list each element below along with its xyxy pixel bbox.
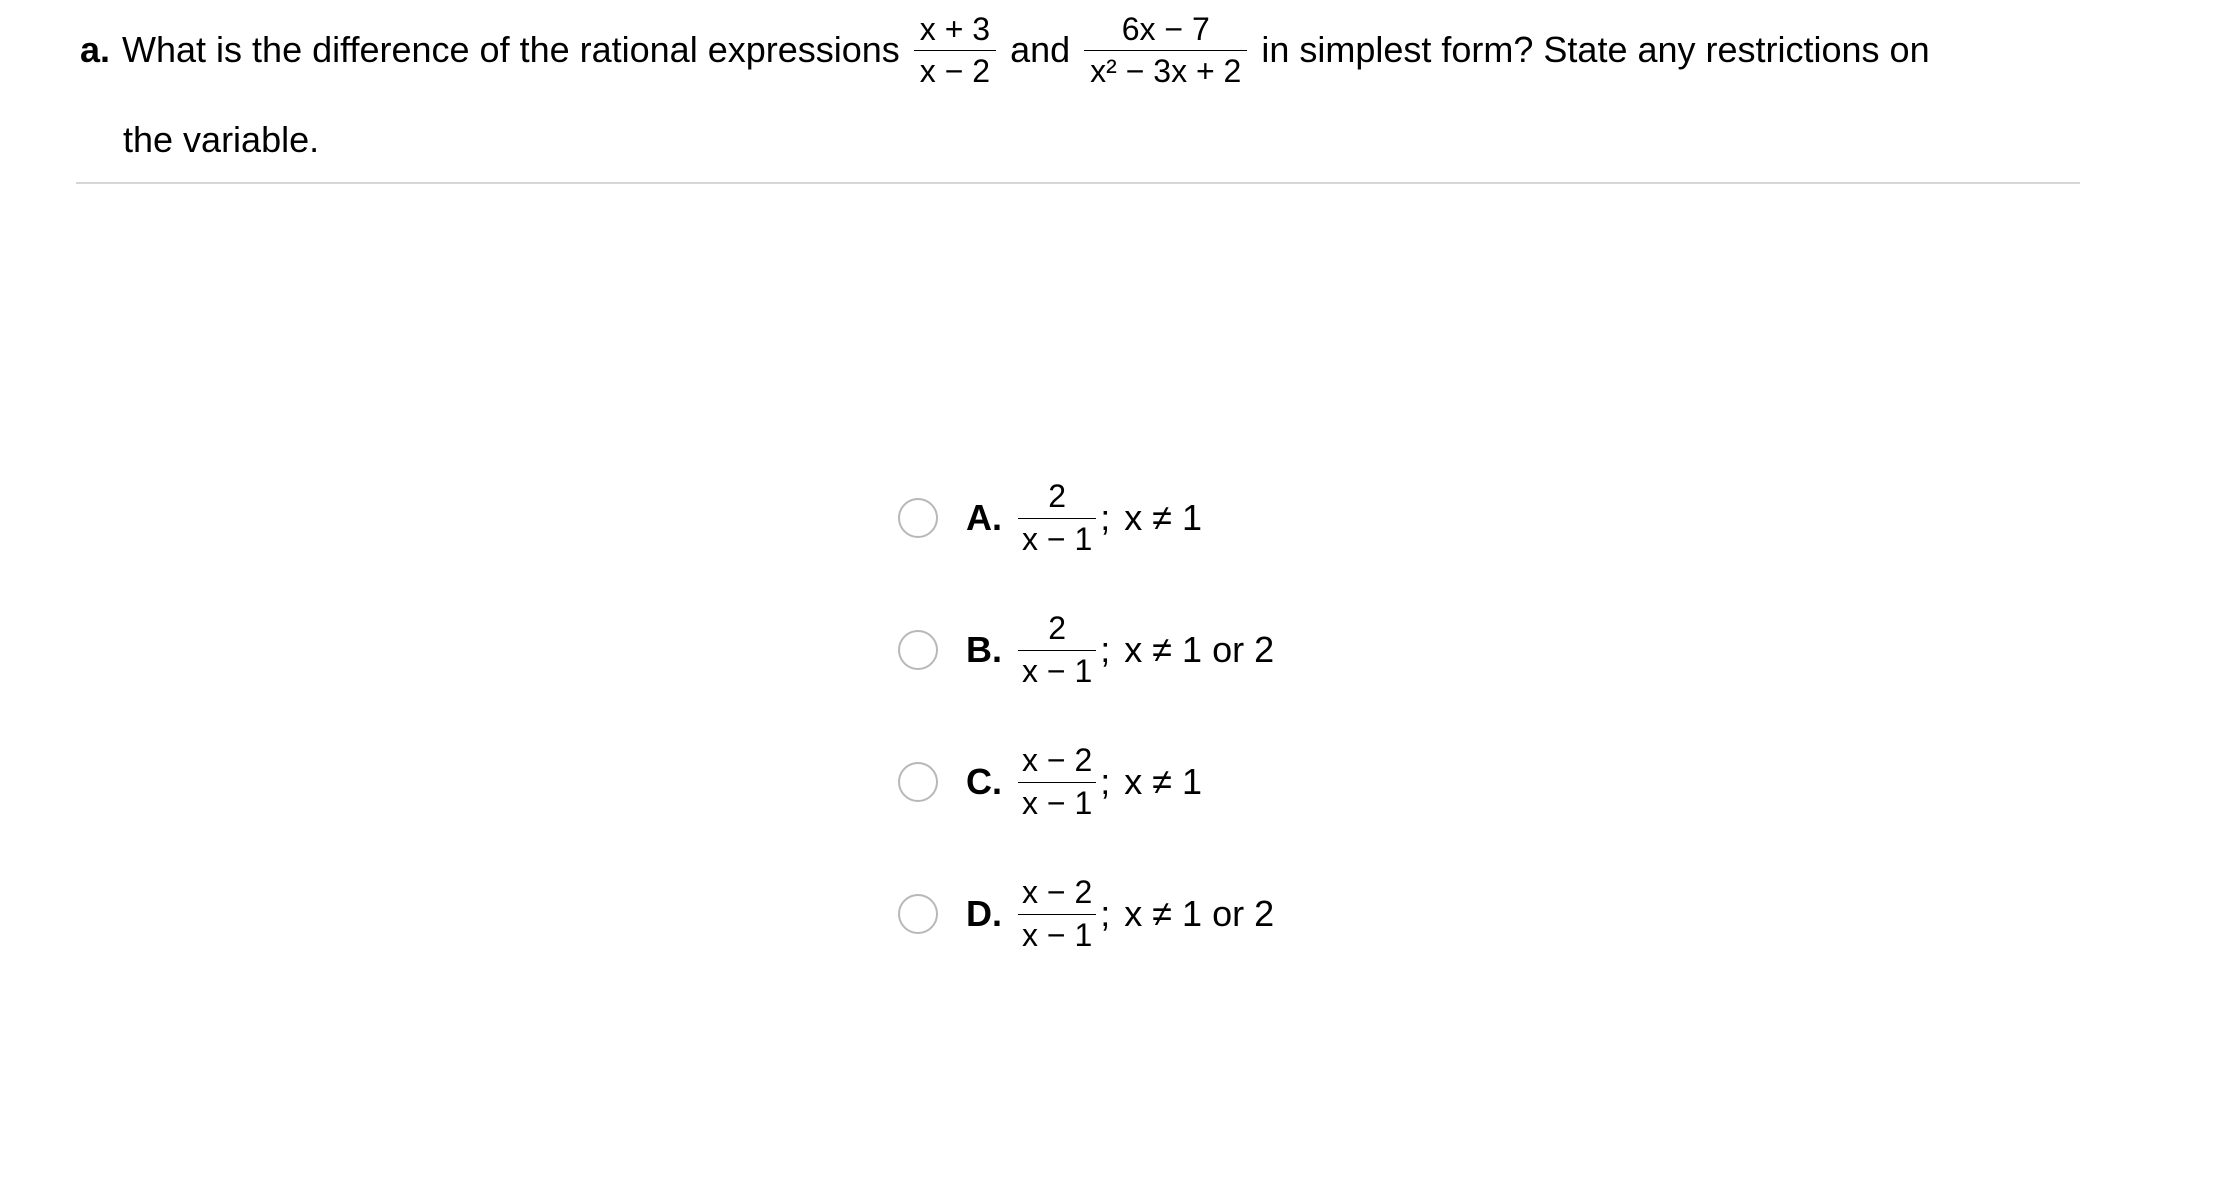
- option-c-separator: ;: [1100, 761, 1111, 802]
- question-text-before: What is the difference of the rational expressions: [122, 29, 900, 70]
- option-a-fraction: [1018, 479, 1096, 556]
- option-d-separator: ;: [1100, 893, 1111, 934]
- question-line-1: [80, 10, 2080, 89]
- option-a-separator: ;: [1100, 497, 1111, 538]
- option-d-restriction: x ≠ 1 or 2: [1124, 893, 1275, 934]
- option-a-letter: A.: [966, 497, 1002, 538]
- expression-2-denominator: x² − 3x + 2: [1084, 50, 1247, 90]
- option-c[interactable]: [898, 742, 1274, 822]
- question-label: a.: [80, 29, 111, 70]
- option-b-fraction: [1018, 611, 1096, 688]
- option-a[interactable]: [898, 478, 1274, 558]
- option-c-fraction: [1018, 743, 1096, 820]
- option-b-denominator: x − 1: [1018, 650, 1096, 689]
- option-c-denominator: x − 1: [1018, 782, 1096, 821]
- option-c-letter: C.: [966, 761, 1002, 802]
- option-b-radio[interactable]: [898, 630, 938, 670]
- option-b-separator: ;: [1100, 629, 1111, 670]
- option-b[interactable]: [898, 610, 1274, 690]
- option-d-letter: D.: [966, 893, 1002, 934]
- option-b-restriction: x ≠ 1 or 2: [1124, 629, 1275, 670]
- expression-1: [914, 11, 996, 90]
- question-line-2: the variable.: [123, 119, 320, 160]
- option-d[interactable]: [898, 874, 1274, 954]
- option-b-letter: B.: [966, 629, 1002, 670]
- option-d-radio[interactable]: [898, 894, 938, 934]
- expression-2: [1084, 11, 1247, 90]
- option-a-denominator: x − 1: [1018, 518, 1096, 557]
- option-a-numerator: 2: [1048, 478, 1067, 515]
- option-c-restriction: x ≠ 1: [1124, 761, 1203, 802]
- expression-2-numerator: 6x − 7: [1121, 10, 1210, 47]
- answer-options: [898, 478, 1274, 1006]
- question-connector: and: [1010, 29, 1071, 70]
- divider: [76, 182, 2080, 184]
- option-d-denominator: x − 1: [1018, 914, 1096, 953]
- option-a-restriction: x ≠ 1: [1124, 497, 1203, 538]
- option-c-radio[interactable]: [898, 762, 938, 802]
- question-prompt: [80, 10, 2080, 160]
- expression-1-numerator: x + 3: [919, 10, 991, 47]
- option-d-fraction: [1018, 875, 1096, 952]
- expression-1-denominator: x − 2: [914, 50, 996, 90]
- option-c-numerator: x − 2: [1022, 742, 1093, 779]
- question-text-after: in simplest form? State any restrictions on: [1261, 29, 1930, 70]
- option-d-numerator: x − 2: [1022, 874, 1093, 911]
- option-b-numerator: 2: [1048, 610, 1067, 647]
- option-a-radio[interactable]: [898, 498, 938, 538]
